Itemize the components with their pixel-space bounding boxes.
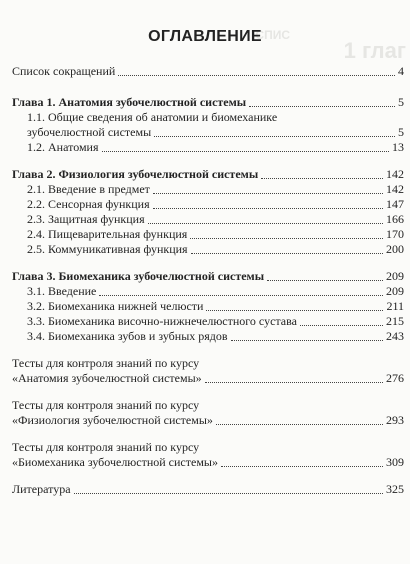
- toc-page-number: 170: [386, 227, 404, 241]
- toc-section[interactable]: [12, 314, 404, 329]
- toc-page-number: 166: [386, 212, 404, 226]
- toc-section[interactable]: [12, 197, 404, 212]
- bleed-through-text: СПИС: [255, 28, 290, 42]
- toc-page-number: 5: [398, 125, 404, 139]
- chapter-title: Глава 1. Анатомия зубочелюстной системы: [12, 95, 247, 109]
- toc-entry-label: 3.2. Биомеханика нижней челюсти: [27, 299, 204, 313]
- dot-leader: [153, 192, 383, 194]
- dot-leader: [153, 207, 383, 209]
- toc-tests-1-line1[interactable]: Тесты для контроля знаний по курсу: [12, 356, 200, 370]
- toc-entry-label: «Анатомия зубочелюстной системы»: [12, 371, 202, 385]
- dot-leader: [148, 222, 383, 224]
- dot-leader: [154, 135, 395, 137]
- dot-leader: [267, 279, 383, 281]
- dot-leader: [249, 105, 395, 107]
- toc-page-number: 13: [392, 140, 404, 154]
- dot-leader: [216, 423, 383, 425]
- toc-section[interactable]: [12, 182, 404, 197]
- toc-section[interactable]: [12, 299, 404, 314]
- toc-entry-label: Список сокращений: [12, 64, 116, 78]
- toc-entry-label: 2.5. Коммуникативная функция: [27, 242, 188, 256]
- toc-entry-label: «Физиология зубочелюстной системы»: [12, 413, 213, 427]
- toc-chapter-3[interactable]: [12, 269, 404, 284]
- dot-leader: [300, 324, 383, 326]
- toc-entry-label: 1.2. Анатомия: [27, 140, 99, 154]
- dot-leader: [74, 492, 383, 494]
- toc-page-number: 209: [386, 269, 404, 283]
- toc-tests-2[interactable]: [12, 413, 404, 428]
- dot-leader: [118, 74, 395, 76]
- chapter-title: Глава 2. Физиология зубочелюстной системы: [12, 167, 259, 181]
- toc-tests-1[interactable]: [12, 371, 404, 386]
- toc-page-number: 5: [398, 95, 404, 109]
- toc-tests-2-line1[interactable]: Тесты для контроля знаний по курсу: [12, 398, 200, 412]
- toc-entry-label: 3.4. Биомеханика зубов и зубных рядов: [27, 329, 228, 343]
- dot-leader: [99, 294, 383, 296]
- toc-section[interactable]: [12, 227, 404, 242]
- bleed-through-text: 1 глаг: [343, 38, 406, 63]
- toc-chapter-1[interactable]: [12, 95, 404, 110]
- toc-page-number: 293: [386, 413, 404, 427]
- toc-page-number: 4: [398, 64, 404, 78]
- toc-page-number: 243: [386, 329, 404, 343]
- dot-leader: [191, 252, 383, 254]
- toc-page-number: 142: [386, 182, 404, 196]
- dot-leader: [205, 381, 383, 383]
- toc-entry-label: Литература: [12, 482, 71, 496]
- toc-page-number: 200: [386, 242, 404, 256]
- toc-entry-label: 2.2. Сенсорная функция: [27, 197, 150, 211]
- toc-section-1-1[interactable]: [12, 125, 404, 140]
- toc-tests-3-line1[interactable]: Тесты для контроля знаний по курсу: [12, 440, 200, 454]
- dot-leader: [190, 237, 383, 239]
- chapter-title: Глава 3. Биомеханика зубочелюстной системы: [12, 269, 265, 283]
- toc-section-1-1-line1[interactable]: 1.1. Общие сведения об анатомии и биомеханике: [27, 110, 278, 124]
- dot-leader: [261, 177, 383, 179]
- toc-section[interactable]: [12, 284, 404, 299]
- toc-chapter-2[interactable]: [12, 167, 404, 182]
- toc-section[interactable]: [12, 212, 404, 227]
- table-of-contents: [12, 64, 404, 497]
- toc-section-1-2[interactable]: [12, 140, 404, 155]
- toc-page-number: 209: [386, 284, 404, 298]
- toc-page-number: 276: [386, 371, 404, 385]
- toc-page-number: 215: [386, 314, 404, 328]
- toc-entry-label: 2.3. Защитная функция: [27, 212, 145, 226]
- toc-tests-3[interactable]: [12, 455, 404, 470]
- toc-entry-abbreviations[interactable]: [12, 64, 404, 79]
- toc-page-number: 309: [386, 455, 404, 469]
- toc-page-number: 142: [386, 167, 404, 181]
- toc-entry-label: 2.4. Пищеварительная функция: [27, 227, 188, 241]
- dot-leader: [231, 339, 383, 341]
- dot-leader: [221, 465, 383, 467]
- dot-leader: [206, 309, 383, 311]
- toc-entry-label: «Биомеханика зубочелюстной системы»: [12, 455, 218, 469]
- page-title: ОГЛАВЛЕНИЕ: [148, 28, 262, 45]
- toc-page-number: 211: [386, 299, 404, 313]
- toc-entry-label: зубочелюстной системы: [27, 125, 152, 139]
- toc-section[interactable]: [12, 329, 404, 344]
- toc-entry-label: 2.1. Введение в предмет: [27, 182, 150, 196]
- toc-page-number: 325: [386, 482, 404, 496]
- toc-entry-literature[interactable]: [12, 482, 404, 497]
- toc-section[interactable]: [12, 242, 404, 257]
- toc-page-number: 147: [386, 197, 404, 211]
- toc-entry-label: 3.1. Введение: [27, 284, 97, 298]
- toc-entry-label: 3.3. Биомеханика височно-нижнечелюстного сустава: [27, 314, 297, 328]
- dot-leader: [102, 150, 390, 152]
